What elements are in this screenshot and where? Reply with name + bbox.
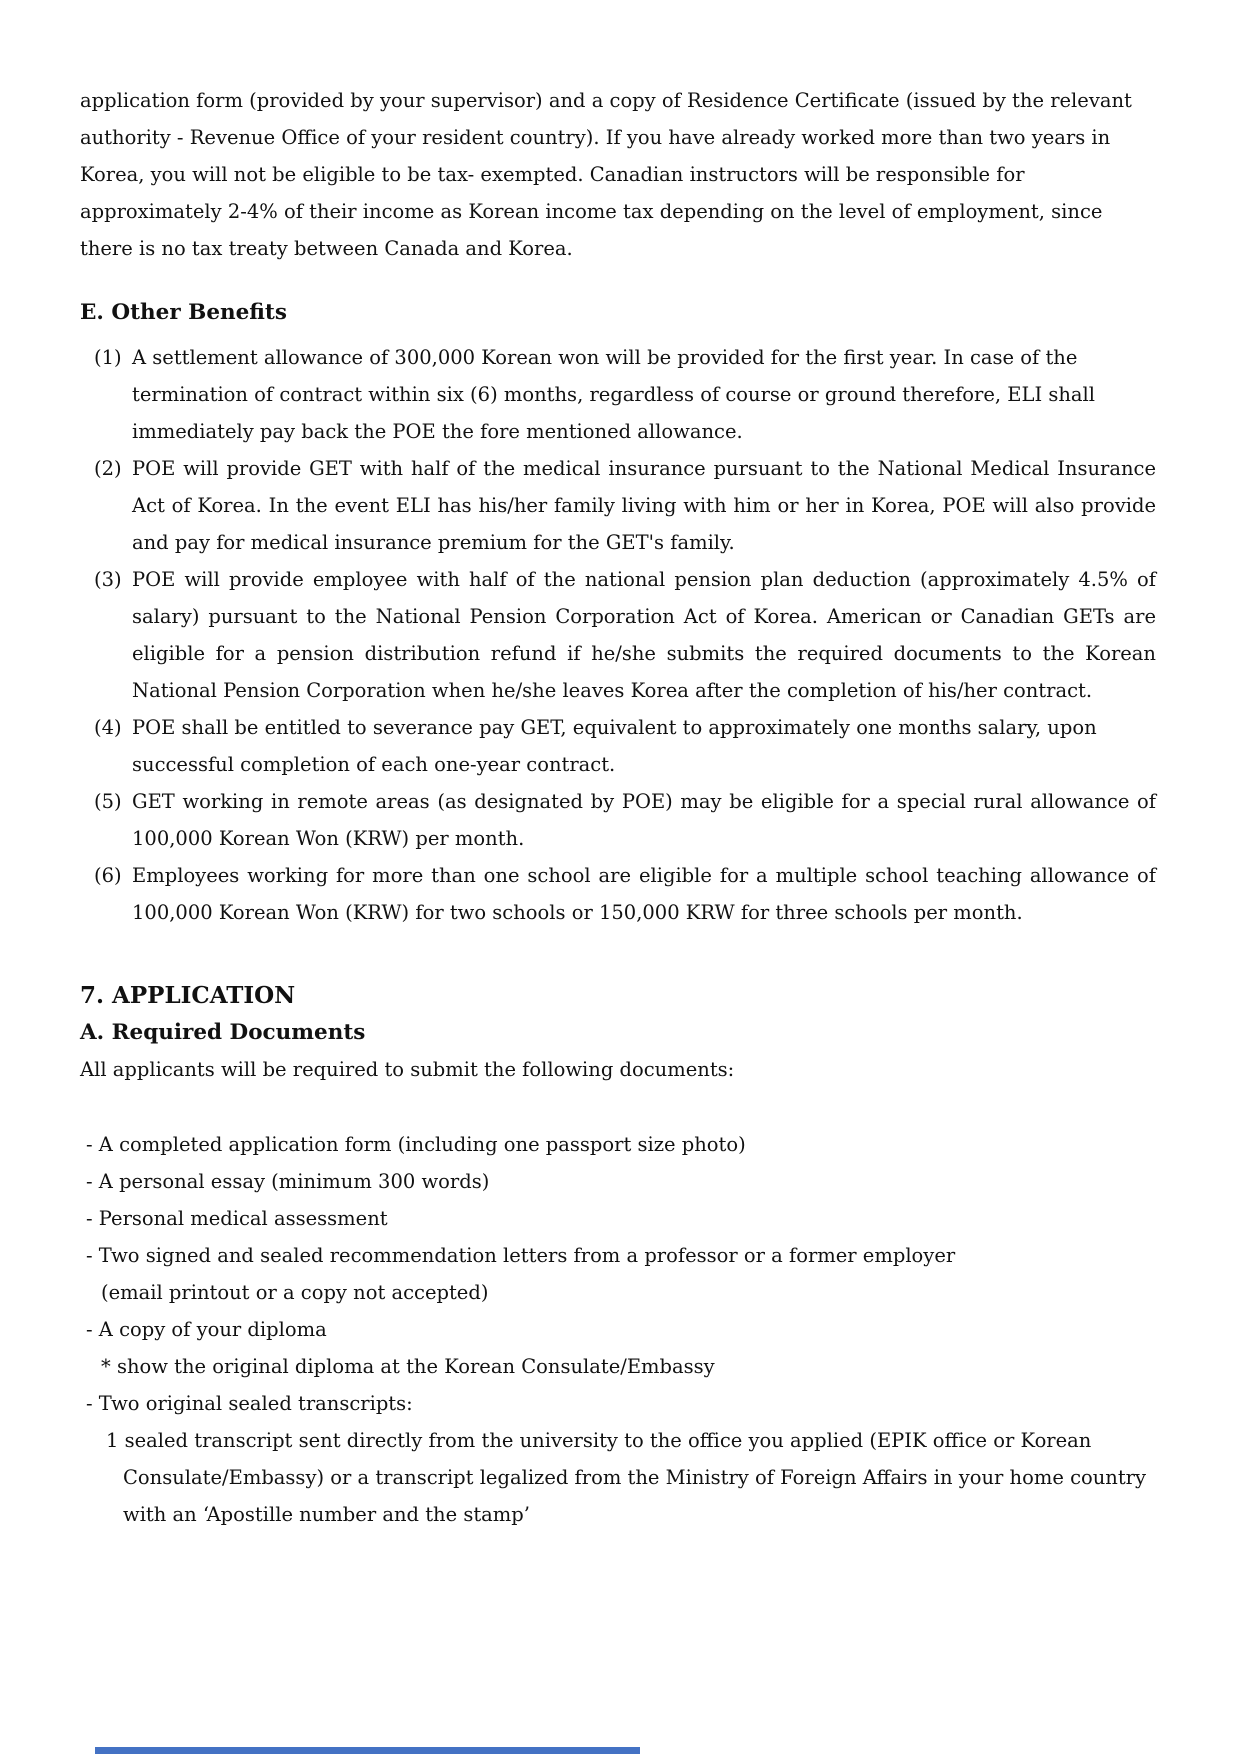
required-documents-heading: A. Required Documents [80, 1020, 366, 1045]
document-list-item [80, 1237, 1156, 1311]
document-item-text: - Personal medical assessment [86, 1207, 388, 1230]
document-item-text: - Two signed and sealed recommendation letters from a professor or a former employer [86, 1244, 956, 1267]
benefit-number: (2) [94, 457, 122, 480]
document-list-item [80, 1200, 1156, 1237]
benefit-text: A settlement allowance of 300,000 Korean won will be provided for the first year. In case of the termination of contract within six (6) months, regardless of course or ground therefore, ELI shall immediately pay back the POE the fore mentioned allowance. [132, 346, 1096, 443]
benefit-text: GET working in remote areas (as designated by POE) may be eligible for a special rural allowance of 100,000 Korean Won (KRW) per month. [132, 790, 1156, 850]
benefit-item-1 [80, 339, 1156, 450]
required-documents-list [80, 1126, 1156, 1533]
benefit-item-2 [80, 450, 1156, 561]
document-list-item [80, 1126, 1156, 1163]
benefit-number: (1) [94, 346, 122, 369]
benefits-list [80, 339, 1156, 931]
document-list-item [80, 1311, 1156, 1385]
document-list-item [80, 1385, 1156, 1533]
document-list-item [80, 1163, 1156, 1200]
footer-accent-bar [95, 1747, 640, 1754]
document-item-note: (email printout or a copy not accepted) [101, 1281, 489, 1304]
document-item-note: 1 sealed transcript sent directly from the university to the office you applied (EPIK office or Korean Consulate/Embassy) or a transcript legalized from the Ministry of Foreign Affairs in your home country with an ‘Apostille number and the stamp’ [106, 1429, 1147, 1526]
benefit-number: (5) [94, 790, 122, 813]
document-item-text: - A copy of your diploma [86, 1318, 327, 1341]
other-benefits-heading: E. Other Benefits [80, 300, 287, 325]
application-section-heading: 7. APPLICATION [80, 982, 296, 1009]
benefit-text: POE will provide employee with half of the national pension plan deduction (approximately 4.5% of salary) pursuant to the National Pension Corporation Act of Korea. American or Canadian GETs are eligible for a pension distribution refund if he/she submits the required documents to the Korean National Pension Corporation when he/she leaves Korea after the completion of his/her contract. [132, 568, 1156, 702]
benefit-number: (4) [94, 716, 122, 739]
benefit-number: (3) [94, 568, 122, 591]
document-item-note: * show the original diploma at the Korean Consulate/Embassy [101, 1355, 715, 1378]
required-documents-intro: All applicants will be required to submit the following documents: [80, 1058, 735, 1081]
benefit-number: (6) [94, 864, 122, 887]
benefit-text: POE will provide GET with half of the medical insurance pursuant to the National Medical Insurance Act of Korea. In the event ELI has his/her family living with him or her in Korea, POE will also provide and pay for medical insurance premium for the GET's family. [132, 457, 1156, 554]
benefit-item-5 [80, 783, 1156, 857]
intro-paragraph: application form (provided by your supervisor) and a copy of Residence Certificate (issued by the relevant authority - Revenue Office of your resident country). If you have already worked more than two years in Korea, you will not be eligible to be tax- exempted. Canadian instructors will be responsible for approximately 2-4% of their income as Korean income tax depending on the level of employment, since there is no tax treaty between Canada and Korea. [80, 89, 1132, 260]
benefit-text: POE shall be entitled to severance pay GET, equivalent to approximately one months salary, upon successful completion of each one-year contract. [132, 716, 1097, 776]
benefit-item-4 [80, 709, 1156, 783]
benefit-item-6 [80, 857, 1156, 931]
document-item-text: - A completed application form (including one passport size photo) [86, 1133, 746, 1156]
benefit-text: Employees working for more than one school are eligible for a multiple school teaching allowance of 100,000 Korean Won (KRW) for two schools or 150,000 KRW for three schools per month. [132, 864, 1156, 924]
document-item-text: - A personal essay (minimum 300 words) [86, 1170, 490, 1193]
document-item-text: - Two original sealed transcripts: [86, 1392, 413, 1415]
benefit-item-3 [80, 561, 1156, 709]
